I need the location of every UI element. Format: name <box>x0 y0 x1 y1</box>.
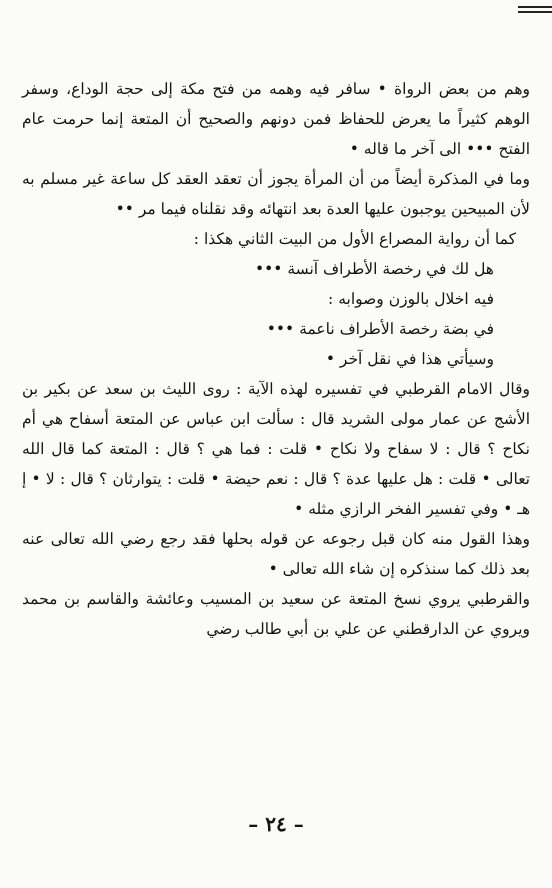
paragraph-3: كما أن رواية المصراع الأول من البيت الثاني هكذا : <box>193 230 516 248</box>
verse-line-3: في بضة رخصة الأطراف ناعمة ••• <box>266 320 494 338</box>
top-rule-second <box>518 11 552 13</box>
paragraph-1: وهم من بعض الرواة • سافر فيه وهمه من فتح مكة إلى حجة الوداع، وسفر الوهم كثيراً ما يعرض للحفاظ فمن دونهم والصحيح أن المتعة إنما حرمت عام الفتح ••• الى آخر ما قاله • <box>22 80 530 158</box>
top-rule <box>518 6 552 8</box>
verse-line-4: وسيأتي هذا في نقل آخر • <box>325 350 494 368</box>
page-number: – ٢٤ – <box>248 812 304 836</box>
verse-line-2: فيه اخلال بالوزن وصوابه : <box>328 290 494 308</box>
verse-line-1: هل لك في رخصة الأطراف آنسة ••• <box>254 260 494 278</box>
paragraph-4: وقال الامام القرطبي في تفسيره لهذه الآية : روى الليث بن سعد عن بكير بن الأشج عن عمار مولى الشريد قال : سألت ابن عباس عن المتعة أسفاح هي أم نكاح ؟ قال : لا سفاح ولا نكاح • قلت : فما هي ؟ قال : المتعة كما قال الله تعالى • قلت : هل عليها عدة ؟ قال : نعم حيضة • قلت : يتوارثان ؟ قال : لا • إ هـ • وفي تفسير الفخر الرازي مثله • <box>22 380 530 518</box>
page-body <box>22 74 530 644</box>
paragraph-5: وهذا القول منه كان قبل رجوعه عن قوله بحلها فقد رجع رضي الله تعالى عنه بعد ذلك كما سنذكره إن شاء الله تعالى • <box>22 530 530 578</box>
paragraph-2: وما في المذكرة أيضاً من أن المرأة يجوز أن تعقد العقد كل ساعة غير مسلم به لأن المبيحين يوجبون عليها العدة بعد انتهائه وقد نقلناه فيما مر •• <box>22 170 530 218</box>
paragraph-6: والقرطبي يروي نسخ المتعة عن سعيد بن المسيب وعائشة والقاسم بن محمد ويروي عن الدارقطني عن علي بن أبي طالب رضي <box>22 590 530 638</box>
